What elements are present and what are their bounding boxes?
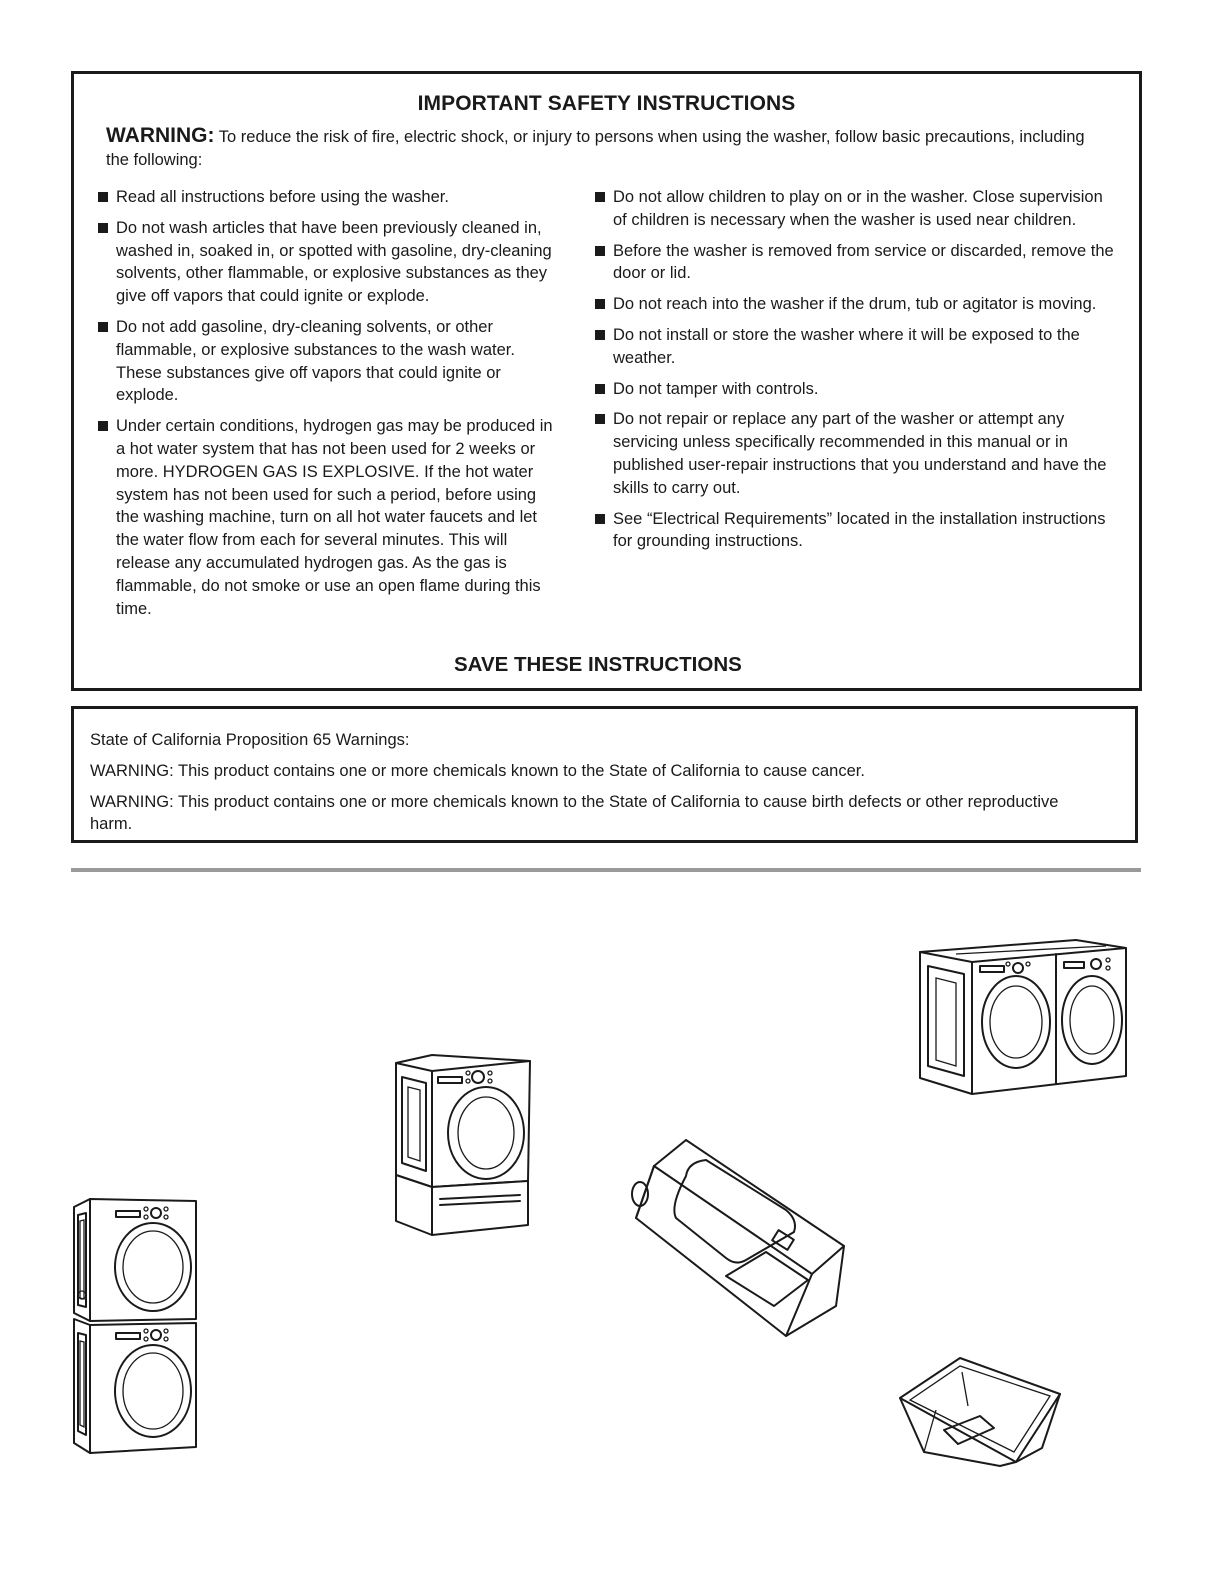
warning-intro [106, 124, 1099, 172]
save-instructions-title: SAVE THESE INSTRUCTIONS [454, 653, 742, 676]
safety-title: IMPORTANT SAFETY INSTRUCTIONS [417, 92, 796, 115]
bullet-square-icon [595, 414, 605, 424]
safety-list-right [595, 186, 1115, 561]
list-item: Do not add gasoline, dry-cleaning solvents, or other flammable, or explosive substances to the wash water. These substances give off vapors that could ignite or explode. [98, 316, 558, 407]
list-item: Do not allow children to play on or in the washer. Close supervision of children is necessary when the washer is used near children. [595, 186, 1115, 232]
bullet-square-icon [595, 192, 605, 202]
safety-list-left [98, 186, 558, 628]
list-item: Do not install or store the washer where it will be exposed to the weather. [595, 324, 1115, 370]
list-item: Do not wash articles that have been previously cleaned in, washed in, soaked in, or spotted with gasoline, dry-cleaning solvents, other flammable, or explosive substances as they give off vapors that could ignite or explode. [98, 217, 558, 308]
list-item: Do not reach into the washer if the drum, tub or agitator is moving. [595, 293, 1115, 316]
prop65-warning-box [71, 706, 1138, 843]
bullet-square-icon [595, 384, 605, 394]
list-item: Do not repair or replace any part of the washer or attempt any servicing unless specifically recommended in this manual or in published user-repair instructions that you understand and have the skills to carry out. [595, 408, 1115, 499]
bullet-square-icon [98, 322, 108, 332]
prop65-cancer-warning: WARNING: This product contains one or more chemicals known to the State of California to cause cancer. [90, 762, 865, 780]
list-item: Read all instructions before using the washer. [98, 186, 558, 209]
bullet-square-icon [595, 514, 605, 524]
washer-on-pedestal-illustration [392, 1053, 534, 1239]
stacked-washer-dryer-illustration [68, 1195, 202, 1457]
prop65-birth-defects-warning: WARNING: This product contains one or more chemicals known to the State of California to cause birth defects or other reproductive harm. [90, 793, 1059, 833]
bullet-square-icon [595, 330, 605, 340]
bullet-square-icon [595, 246, 605, 256]
warning-text: To reduce the risk of fire, electric shock, or injury to persons when using the washer, follow basic precautions, including the following: [106, 128, 1085, 169]
storage-drawer-illustration [626, 1136, 850, 1342]
list-item: Under certain conditions, hydrogen gas may be produced in a hot water system that has not been used for 2 weeks or more. HYDROGEN GAS IS EXPLOSIVE. If the hot water system has not been used for such a period, before using the washing machine, turn on all hot water faucets and let the water flow from each for several minutes. This will release any accumulated hydrogen gas. As the gas is flammable, do not smoke or use an open flame during this time. [98, 415, 558, 620]
section-divider [71, 868, 1141, 872]
bullet-square-icon [98, 192, 108, 202]
list-item: See “Electrical Requirements” located in the installation instructions for grounding instructions. [595, 508, 1115, 554]
safety-instructions-box [71, 71, 1142, 691]
list-item: Do not tamper with controls. [595, 378, 1115, 401]
bullet-square-icon [98, 223, 108, 233]
warning-label: WARNING: [106, 124, 215, 147]
drawer-tray-illustration [896, 1352, 1066, 1470]
bullet-square-icon [98, 421, 108, 431]
bullet-square-icon [595, 299, 605, 309]
prop65-heading: State of California Proposition 65 Warnings: [90, 731, 410, 749]
list-item: Before the washer is removed from service or discarded, remove the door or lid. [595, 240, 1115, 286]
side-by-side-washer-dryer-illustration [916, 938, 1132, 1098]
